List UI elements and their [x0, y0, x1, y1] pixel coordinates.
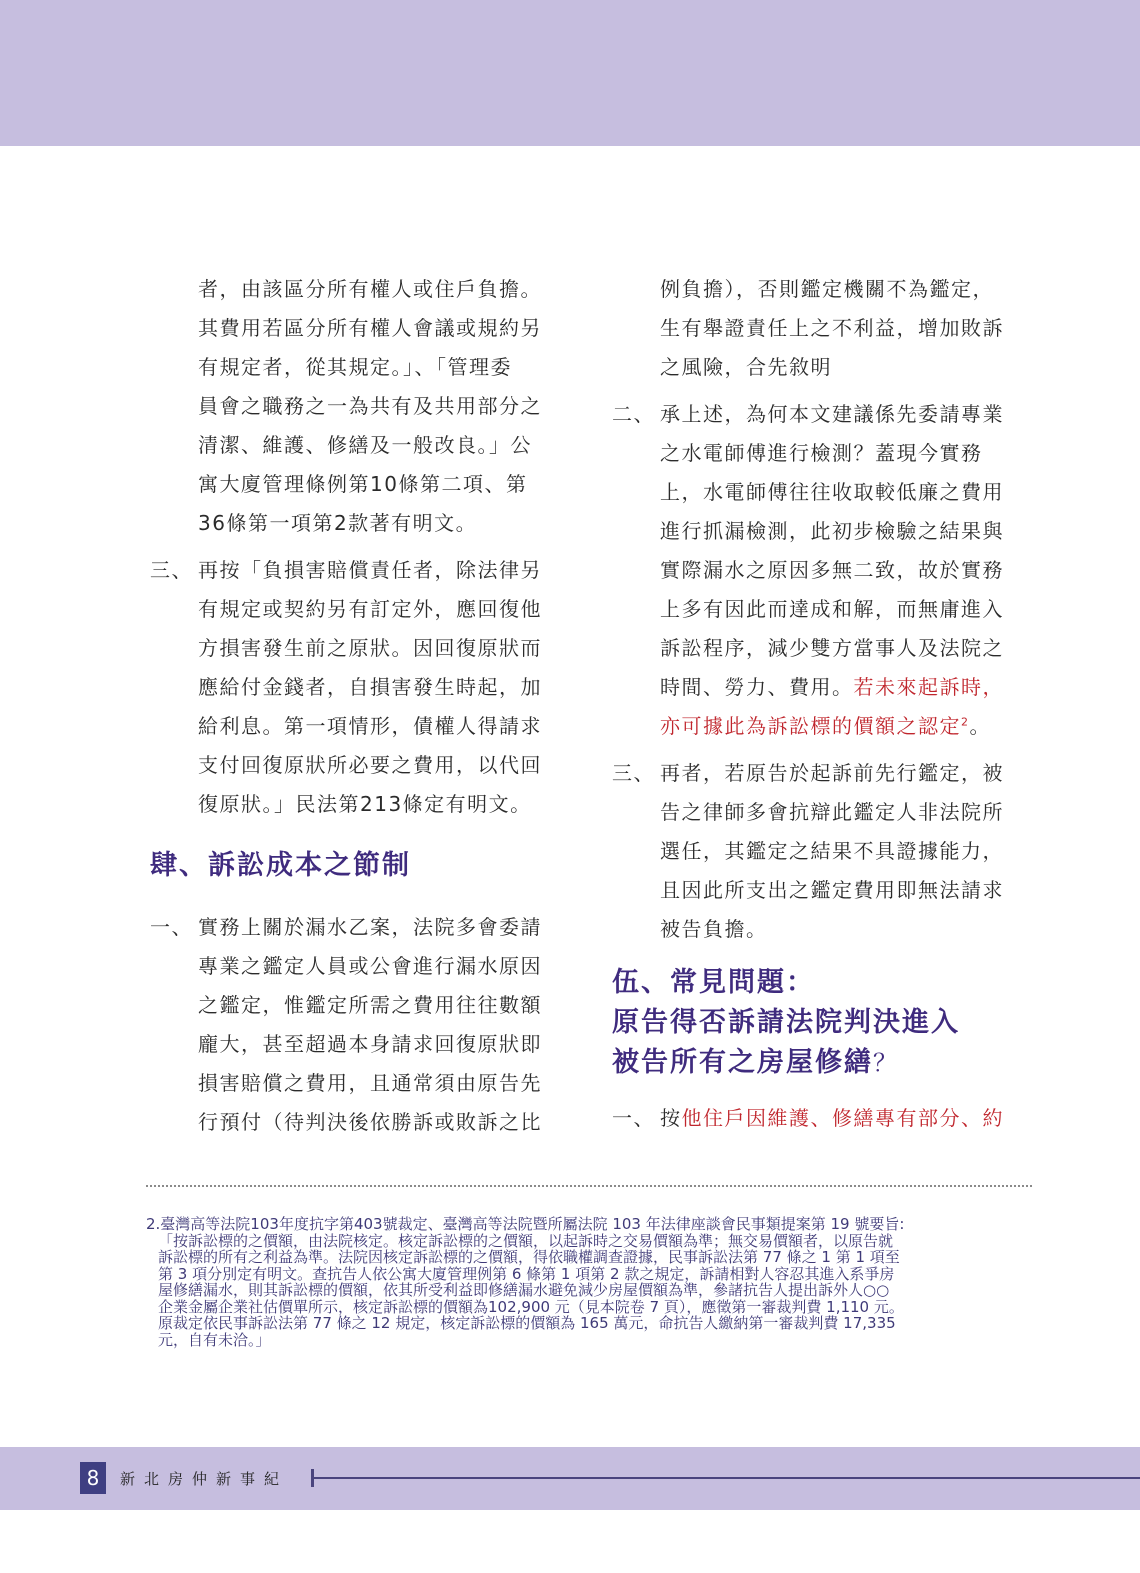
publication-title: 新北房仲新事紀: [120, 1470, 289, 1488]
page-number: 8: [80, 1462, 106, 1494]
heading-question-mark: ？: [873, 1049, 899, 1077]
text-line: 上，水電師傅往往收取較低廉之費用: [660, 480, 1004, 504]
plain-text: 。: [969, 714, 991, 738]
list-item-1: [150, 908, 570, 1142]
right-column: [612, 270, 1032, 1146]
list-number: 二、: [612, 402, 655, 426]
text-line: 支付回復原狀所必要之費用，以代回: [198, 753, 542, 777]
text-line: 有規定或契約另有訂定外，應回復他: [198, 597, 542, 621]
text-line: 有規定者，從其規定。」、「管理委: [198, 355, 512, 379]
heading-line: 伍、常見問題：: [612, 967, 815, 998]
text-line: 再按「負損害賠償責任者，除法律另: [198, 558, 542, 582]
footnote-line: 元，自有未洽。」: [158, 1330, 271, 1349]
list-item-2: [612, 395, 1032, 746]
list-item-3: [150, 551, 570, 824]
text-line: 給利息。第一項情形，債權人得請求: [198, 714, 542, 738]
text-line: 上多有因此而達成和解，而無庸進入: [660, 597, 1004, 621]
text-line: 損害賠償之費用，且通常須由原告先: [198, 1071, 542, 1095]
text-line: 被告負擔。: [660, 917, 768, 941]
footnote-line: 企業金屬企業社估價單所示，核定訴訟標的價額為102,900 元（見本院卷 7 頁），應徵第一審裁判費 1,110 元。: [158, 1297, 904, 1316]
text-line: 之水電師傅進行檢測？蓋現今實務: [660, 441, 983, 465]
text-line: 實際漏水之原因多無二致，故於實務: [660, 558, 1004, 582]
text-line: 再者，若原告於起訴前先行鑑定，被: [660, 761, 1004, 785]
left-paragraph-continuation: [150, 270, 570, 543]
list-number: 一、: [150, 915, 193, 939]
text-line: [660, 1099, 1032, 1138]
list-number: 三、: [612, 761, 655, 785]
footnote-line: 「按訴訟標的之價額，由法院核定。核定訴訟標的之價額，以起訴時之交易價額為準；無交易價額者，以原告就: [158, 1231, 894, 1250]
top-banner: [0, 0, 1140, 146]
footnote: [146, 1216, 1036, 1348]
text-line: 生有舉證責任上之不利益，增加敗訴: [660, 316, 1004, 340]
list-item-3-right: [612, 754, 1032, 949]
footnote-line: 2.臺灣高等法院103年度抗字第403號裁定、臺灣高等法院暨所屬法院 103 年法律座談會民事類提案第 19 號要旨:: [146, 1215, 905, 1233]
text-line: 且因此所支出之鑑定費用即無法請求: [660, 878, 1004, 902]
text-line: 之鑑定，惟鑑定所需之費用往往數額: [198, 993, 542, 1017]
highlight-text: 亦可據此為訴訟標的價額之認定: [660, 714, 961, 738]
section-heading-5: [612, 963, 1032, 1083]
text-line: 方損害發生前之原狀。因回復原狀而: [198, 636, 542, 660]
list-item-1-right: [612, 1099, 1032, 1138]
text-line: 36條第一項第2款著有明文。: [198, 511, 478, 535]
text-line: [660, 707, 1032, 746]
text-line: 例負擔），否則鑑定機關不為鑑定，: [660, 277, 994, 301]
highlight-text: 若未來起訴時，: [853, 675, 1004, 699]
plain-text: 時間、勞力、費用。: [660, 675, 854, 699]
highlight-text: 他住戶因維護、修繕專有部分、約: [681, 1106, 1004, 1130]
text-line: 者，由該區分所有權人或住戶負擔。: [198, 277, 542, 301]
heading-text: 被告所有之房屋修繕: [612, 1047, 873, 1078]
footnote-line: 屋修繕漏水，則其訴訟標的價額，依其所受利益即修繕漏水避免減少房屋價額為準，參諸抗告人提出訴外人○○: [158, 1281, 890, 1299]
left-column: [150, 270, 570, 1150]
section-heading-4: 肆、訴訟成本之節制: [150, 850, 411, 881]
footer-rule: [314, 1477, 1140, 1479]
list-number: 一、: [612, 1106, 655, 1130]
heading-line: [612, 1043, 1032, 1083]
footnote-line: 訴訟標的所有之利益為準。法院因核定訴訟標的之價額，得依職權調查證據，民事訴訟法第 77 條之 1 第 1 項至: [158, 1248, 900, 1266]
text-line: 訴訟程序，減少雙方當事人及法院之: [660, 636, 1004, 660]
heading-line: 原告得否訴請法院判決進入: [612, 1007, 960, 1038]
text-line: 實務上關於漏水乙案，法院多會委請: [198, 915, 542, 939]
text-line: 專業之鑑定人員或公會進行漏水原因: [198, 954, 542, 978]
footnote-divider: [146, 1185, 1032, 1187]
text-line: 進行抓漏檢測，此初步檢驗之結果與: [660, 519, 1004, 543]
text-line: 告之律師多會抗辯此鑑定人非法院所: [660, 800, 1004, 824]
text-line: 員會之職務之一為共有及共用部分之: [198, 394, 542, 418]
text-line: 選任，其鑑定之結果不具證據能力，: [660, 839, 1004, 863]
footnote-line: 第 3 項分別定有明文。查抗告人依公寓大廈管理例第 6 條第 1 項第 2 款之規定，訴請相對人容忍其進入系爭房: [158, 1264, 895, 1283]
text-line: 其費用若區分所有權人會議或規約另: [198, 316, 542, 340]
text-line: [660, 668, 1032, 707]
text-line: 龐大，甚至超過本身請求回復原狀即: [198, 1032, 542, 1056]
text-line: 寓大廈管理條例第10條第二項、第: [198, 472, 528, 496]
text-line: 復原狀。」民法第213條定有明文。: [198, 792, 532, 816]
right-paragraph-continuation: [612, 270, 1032, 387]
plain-text: 按: [660, 1106, 682, 1130]
text-line: 行預付（待判決後依勝訴或敗訴之比: [198, 1110, 542, 1134]
footnote-line: 原裁定依民事訴訟法第 77 條之 12 規定，核定訴訟標的價額為 165 萬元，命抗告人繳納第一審裁判費 17,335: [158, 1314, 896, 1332]
text-line: 之風險，合先敘明: [660, 355, 832, 379]
list-number: 三、: [150, 558, 193, 582]
text-line: 清潔、維護、修繕及一般改良。」公: [198, 433, 532, 457]
text-line: 承上述，為何本文建議係先委請專業: [660, 402, 1004, 426]
footnote-ref: 2: [961, 715, 970, 729]
text-line: 應給付金錢者，自損害發生時起，加: [198, 675, 542, 699]
